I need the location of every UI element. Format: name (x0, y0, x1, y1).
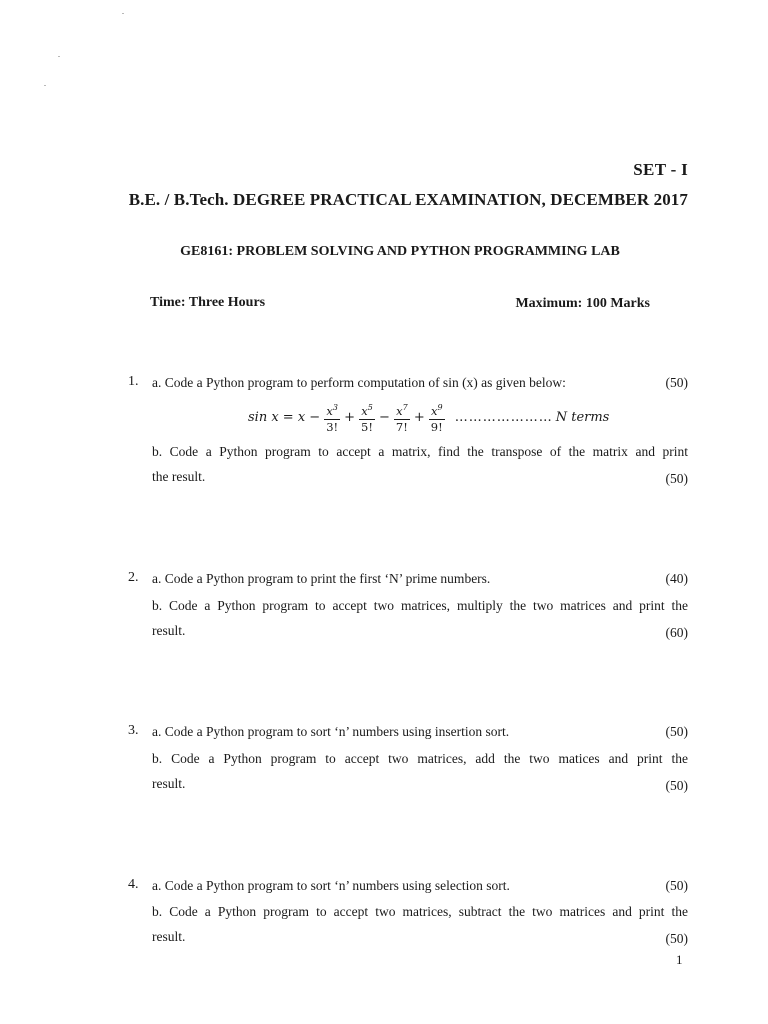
question-number: 2. (128, 570, 139, 585)
formula-dots: ………………… (454, 409, 553, 425)
formula-term (394, 400, 410, 435)
question-part-b-line1: b. Code a Python program to accept a matrix, find the transpose of the matrix and print (152, 444, 688, 459)
scan-speck (122, 13, 124, 14)
question-part-a (152, 570, 688, 588)
question-text: a. Code a Python program to sort ‘n’ numbers using insertion sort. (152, 724, 510, 739)
marks: (50) (665, 778, 688, 793)
set-label: SET - I (633, 160, 688, 179)
term-denominator: 5! (361, 419, 373, 434)
term-denominator: 9! (430, 419, 443, 434)
term-exponent: 5 (367, 402, 373, 412)
scan-speck (44, 85, 46, 86)
marks: (40) (665, 571, 688, 586)
scan-speck (58, 56, 60, 57)
question-text: a. Code a Python program to sort ‘n’ numbers using selection sort. (152, 878, 510, 893)
formula-term (359, 400, 375, 435)
question-part-b-line2 (152, 775, 688, 795)
question-text: result. (152, 776, 186, 791)
question-text: result. (152, 929, 186, 944)
question-text: the result. (152, 469, 206, 484)
term-denominator: 3! (326, 419, 339, 434)
term-numerator: x (430, 403, 438, 418)
marks: (50) (665, 375, 688, 390)
question-number: 3. (128, 723, 139, 738)
marks: (60) (665, 625, 688, 640)
term-operator: − (379, 409, 390, 425)
term-denominator: 7! (395, 419, 408, 434)
formula-lhs: sin x = x − (248, 409, 321, 425)
page-number: 1 (676, 952, 683, 967)
question-text: a. Code a Python program to perform computation of sin (x) as given below: (152, 375, 566, 390)
question-part-a (152, 374, 688, 392)
question-part-b-line1: b. Code a Python program to accept two matrices, add the two matices and print the (152, 751, 688, 766)
formula-term (324, 400, 340, 435)
maximum-marks: Maximum: 100 Marks (515, 296, 650, 311)
term-numerator: x (396, 403, 403, 418)
degree-title: B.E. / B.Tech. DEGREE PRACTICAL EXAMINATION, DECEMBER 2017 (128, 190, 688, 209)
term-numerator: x (361, 403, 368, 418)
question-part-a (152, 723, 688, 741)
exam-duration: Time: Three Hours (150, 295, 266, 310)
question-text: a. Code a Python program to print the first ‘N’ prime numbers. (152, 571, 491, 586)
formula-term (429, 400, 445, 435)
marks: (50) (665, 931, 688, 946)
marks: (50) (665, 878, 688, 893)
question-number: 4. (128, 877, 139, 892)
course-title: GE8161: PROBLEM SOLVING AND PYTHON PROGRAMMING LAB (180, 244, 620, 259)
question-part-b-line2 (152, 928, 688, 948)
marks: (50) (665, 724, 688, 739)
formula-tail: N terms (555, 409, 610, 425)
question-part-b-line1: b. Code a Python program to accept two matrices, subtract the two matrices and print the (152, 904, 688, 919)
question-number: 1. (128, 374, 139, 389)
sine-series-formula (248, 396, 609, 438)
term-exponent: 7 (402, 402, 408, 412)
question-part-b-line1: b. Code a Python program to accept two matrices, multiply the two matrices and print the (152, 598, 688, 613)
term-operator: + (344, 409, 356, 425)
question-part-b-line2 (152, 622, 688, 642)
term-exponent: 9 (437, 402, 443, 412)
marks: (50) (665, 471, 688, 486)
question-text: result. (152, 623, 186, 638)
term-exponent: 3 (332, 402, 338, 412)
question-part-b-line2 (152, 468, 688, 488)
term-operator: + (413, 409, 425, 425)
question-part-a (152, 877, 688, 895)
term-numerator: x (326, 403, 333, 418)
